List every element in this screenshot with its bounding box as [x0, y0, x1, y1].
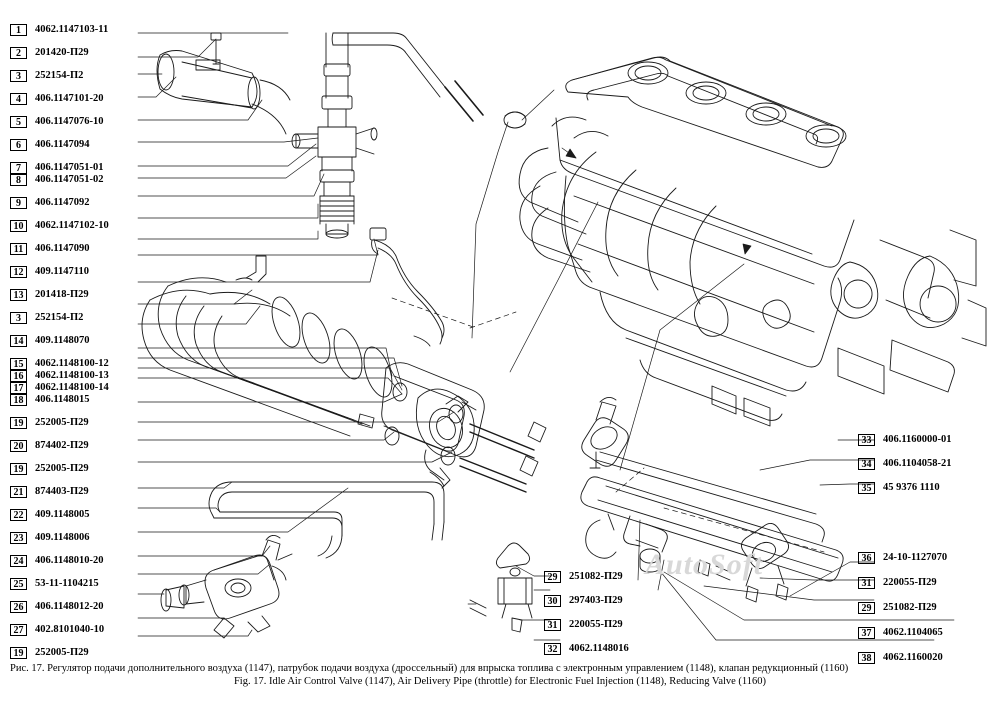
item-number: 23: [10, 532, 27, 544]
item-number: 18: [10, 394, 27, 406]
item-number: 17: [10, 382, 27, 394]
item-number: 27: [10, 624, 27, 636]
list-item: [10, 382, 109, 394]
list-item: [10, 578, 109, 590]
item-number: 15: [10, 358, 27, 370]
list-item: [10, 197, 109, 209]
list-item: [858, 602, 947, 614]
item-code: 24-10-1127070: [883, 552, 948, 563]
item-number: 29: [858, 602, 875, 614]
item-number: 36: [858, 552, 875, 564]
watermark: AutoSoft: [645, 548, 764, 581]
bottom-center-parts-list: [544, 571, 629, 655]
item-number: 2: [10, 47, 27, 59]
item-code: 409.1148006: [35, 532, 90, 543]
list-item: [10, 312, 109, 324]
item-code: 406.1148010-20: [35, 555, 104, 566]
item-number: 5: [10, 116, 27, 128]
item-number: 19: [10, 417, 27, 429]
item-code: 406.1147101-20: [35, 93, 104, 104]
list-item: [10, 70, 109, 82]
item-code: 406.1147076-10: [35, 116, 104, 127]
item-number: 14: [10, 335, 27, 347]
list-item: [10, 555, 109, 567]
item-number: 3: [10, 70, 27, 82]
item-number: 22: [10, 509, 27, 521]
item-code: 4062.1104065: [883, 627, 943, 638]
right-parts-list-top: [858, 434, 952, 494]
item-number: 10: [10, 220, 27, 232]
item-number: 13: [10, 289, 27, 301]
item-number: 8: [10, 174, 27, 186]
item-number: 9: [10, 197, 27, 209]
list-item: [10, 24, 109, 36]
item-code: 406.1147094: [35, 139, 90, 150]
list-item: [10, 47, 109, 59]
item-number: 25: [10, 578, 27, 590]
item-number: 20: [10, 440, 27, 452]
item-code: 4062.1148100-12: [35, 358, 109, 369]
item-number: 19: [10, 463, 27, 475]
list-item: [10, 93, 109, 105]
item-number: 31: [858, 577, 875, 589]
item-number: 11: [10, 243, 27, 255]
item-code: 874402-П29: [35, 440, 89, 451]
item-code: 297403-П29: [569, 595, 623, 606]
list-item: [10, 394, 109, 406]
item-number: 12: [10, 266, 27, 278]
list-item: [10, 417, 109, 429]
item-code: 252005-П29: [35, 647, 89, 658]
list-item: [10, 220, 109, 232]
list-item: [10, 139, 109, 151]
item-number: 3: [10, 312, 27, 324]
list-item: [10, 486, 109, 498]
item-number: 30: [544, 595, 561, 607]
list-item: [858, 552, 947, 564]
item-code: 4062.1160020: [883, 652, 943, 663]
item-code: 406.1147051-01: [35, 162, 104, 173]
item-code: 402.8101040-10: [35, 624, 105, 635]
item-code: 406.1147051-02: [35, 174, 104, 185]
item-code: 53-11-1104215: [35, 578, 99, 589]
item-number: 6: [10, 139, 27, 151]
item-number: 16: [10, 370, 27, 382]
item-code: 4062.1147102-10: [35, 220, 109, 231]
figure-caption: [10, 662, 990, 688]
item-code: 45 9376 1110: [883, 482, 940, 493]
item-number: 24: [10, 555, 27, 567]
item-code: 201418-П29: [35, 289, 89, 300]
item-code: 406.1147092: [35, 197, 90, 208]
item-code: 252154-П2: [35, 312, 84, 323]
list-item: [10, 335, 109, 347]
list-item: [10, 440, 109, 452]
caption-russian: Рис. 17. Регулятор подачи дополнительного воздуха (1147), патрубок подачи воздуха (дроссельный) для впрыска топлива с электронным управлением (1148), клапан редукционный (1160): [10, 663, 849, 674]
list-item: [858, 434, 952, 446]
item-number: 1: [10, 24, 27, 36]
item-code: 409.1148005: [35, 509, 90, 520]
item-number: 7: [10, 162, 27, 174]
item-number: 33: [858, 434, 875, 446]
item-number: 19: [10, 647, 27, 659]
item-number: 26: [10, 601, 27, 613]
item-code: 251082-П29: [883, 602, 937, 613]
list-item: [10, 532, 109, 544]
list-item: [544, 595, 629, 607]
item-code: 874403-П29: [35, 486, 89, 497]
list-item: [858, 482, 952, 494]
item-code: 406.1148015: [35, 394, 90, 405]
item-number: 31: [544, 619, 561, 631]
item-code: 4062.1148016: [569, 643, 629, 654]
list-item: [10, 174, 109, 186]
caption-english: Fig. 17. Idle Air Control Valve (1147), Air Delivery Pipe (throttle) for Electronic Fuel Injection (1148), Reducing Valve (1160): [233, 676, 767, 687]
list-item: [858, 627, 947, 639]
item-code: 251082-П29: [569, 571, 623, 582]
list-item: [10, 624, 109, 636]
item-code: 252005-П29: [35, 417, 89, 428]
item-code: 252154-П2: [35, 70, 84, 81]
item-code: 409.1147110: [35, 266, 89, 277]
list-item: [858, 458, 952, 470]
list-item: [10, 370, 109, 382]
list-item: [544, 571, 629, 583]
item-code: 252005-П29: [35, 463, 89, 474]
item-code: 406.1147090: [35, 243, 90, 254]
list-item: [544, 643, 629, 655]
list-item: [858, 577, 947, 589]
item-code: 220055-П29: [569, 619, 623, 630]
list-item: [10, 162, 109, 174]
list-item: [10, 647, 109, 659]
left-parts-list: [10, 24, 109, 670]
item-number: 35: [858, 482, 875, 494]
list-item: [10, 243, 109, 255]
item-code: 4062.1148100-14: [35, 382, 109, 393]
item-code: 409.1148070: [35, 335, 90, 346]
item-code: 4062.1147103-11: [35, 24, 109, 35]
list-item: [10, 463, 109, 475]
item-number: 4: [10, 93, 27, 105]
list-item: [10, 289, 109, 301]
item-code: 406.1104058-21: [883, 458, 952, 469]
list-item: [10, 266, 109, 278]
list-item: [10, 116, 109, 128]
item-number: 34: [858, 458, 875, 470]
item-number: 29: [544, 571, 561, 583]
item-code: 406.1148012-20: [35, 601, 104, 612]
list-item: [544, 619, 629, 631]
item-code: 406.1160000-01: [883, 434, 952, 445]
right-parts-list-bottom: [858, 552, 947, 664]
list-item: [10, 358, 109, 370]
item-number: 32: [544, 643, 561, 655]
list-item: [10, 509, 109, 521]
item-code: 4062.1148100-13: [35, 370, 109, 381]
item-number: 38: [858, 652, 875, 664]
item-number: 37: [858, 627, 875, 639]
item-code: 220055-П29: [883, 577, 937, 588]
item-code: 201420-П29: [35, 47, 89, 58]
list-item: [10, 601, 109, 613]
item-number: 21: [10, 486, 27, 498]
